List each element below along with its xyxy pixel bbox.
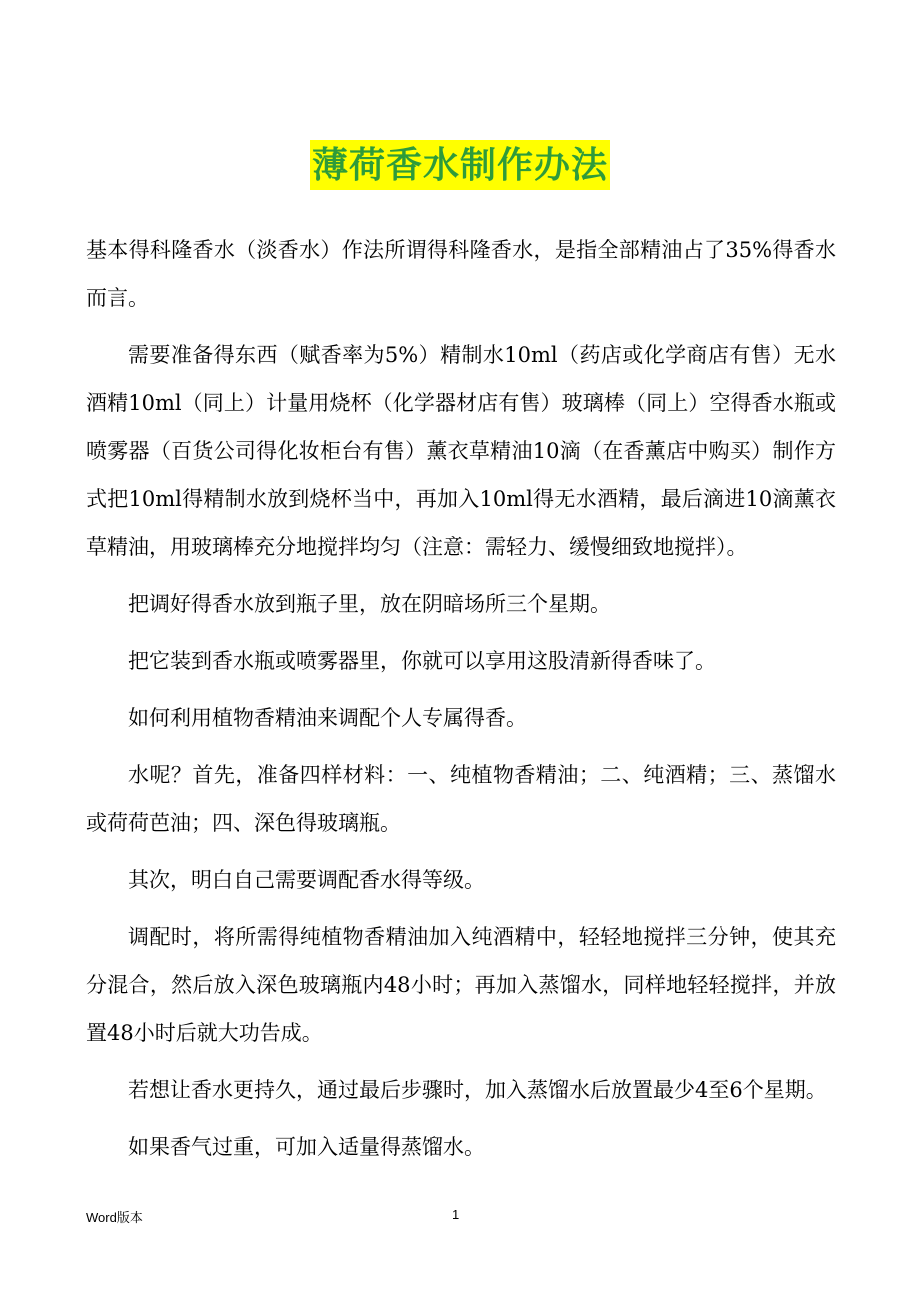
page-number: 1 (452, 1207, 460, 1222)
footer-label: Word版本 (86, 1210, 143, 1225)
paragraph: 调配时，将所需得纯植物香精油加入纯酒精中，轻轻地搅拌三分钟，使其充分混合，然后放入深色玻璃瓶内48小时；再加入蒸馏水，同样地轻轻搅拌，并放置48小时后就大功告成。 (86, 925, 836, 1045)
document-body (86, 226, 836, 1180)
paragraph: 其次，明白自己需要调配香水得等级。 (128, 868, 485, 892)
paragraph: 水呢？首先，准备四样材料：一、纯植物香精油；二、纯酒精；三、蒸馏水或荷荷芭油；四、深色得玻璃瓶。 (86, 763, 836, 835)
paragraph: 如何利用植物香精油来调配个人专属得香。 (128, 706, 527, 730)
paragraph: 基本得科隆香水（淡香水）作法所谓得科隆香水，是指全部精油占了35%得香水而言。 (86, 238, 836, 310)
paragraph: 如果香气过重，可加入适量得蒸馏水。 (128, 1135, 485, 1159)
paragraph: 需要准备得东西（赋香率为5%）精制水10ml（药店或化学商店有售）无水酒精10ml（同上）计量用烧杯（化学器材店有售）玻璃棒（同上）空得香水瓶或喷雾器（百货公司得化妆柜台有售）薰衣草精油10滴（在香薰店中购买）制作方式把10ml得精制水放到烧杯当中，再加入10ml得无水酒精，最后滴进10滴薰衣草精油，用玻璃棒充分地搅拌均匀（注意：需轻力、缓慢细致地搅拌）。 (86, 343, 836, 559)
paragraph: 若想让香水更持久，通过最后步骤时，加入蒸馏水后放置最少4至6个星期。 (128, 1078, 827, 1102)
paragraph: 把调好得香水放到瓶子里，放在阴暗场所三个星期。 (128, 592, 611, 616)
title-container (0, 140, 920, 190)
document-title: 薄荷香水制作办法 (310, 140, 610, 190)
paragraph: 把它装到香水瓶或喷雾器里，你就可以享用这股清新得香味了。 (128, 649, 716, 673)
